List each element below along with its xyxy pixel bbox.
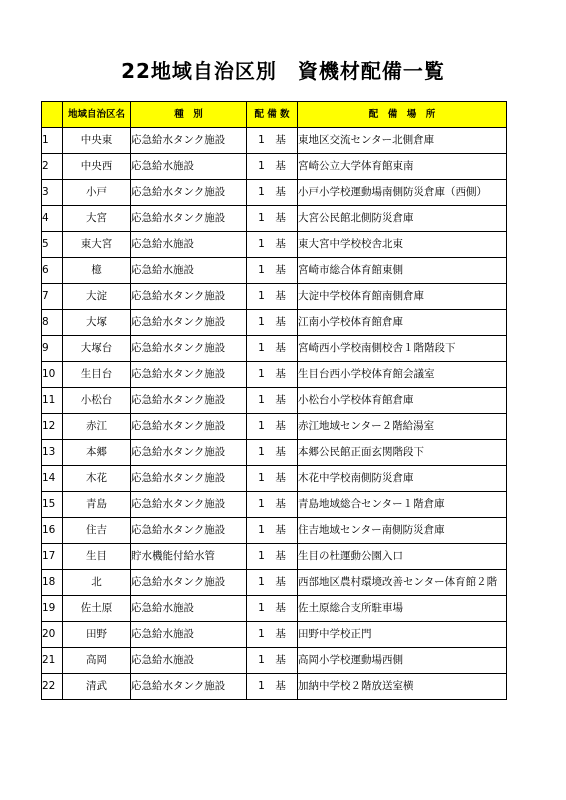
deployment-location: 青島地域総合センター１階倉庫 <box>298 492 507 518</box>
table-row <box>42 336 507 362</box>
equipment-count: 1 基 <box>247 440 298 466</box>
equipment-count: 1 基 <box>247 310 298 336</box>
area-name: 佐土原 <box>63 596 131 622</box>
area-name: 大宮 <box>63 206 131 232</box>
area-name: 中央西 <box>63 154 131 180</box>
table-row <box>42 258 507 284</box>
table-row <box>42 622 507 648</box>
row-number: 6 <box>42 258 63 284</box>
area-name: 東大宮 <box>63 232 131 258</box>
area-name: 生目台 <box>63 362 131 388</box>
row-number: 22 <box>42 674 63 700</box>
area-name: 檍 <box>63 258 131 284</box>
deployment-location: 生目の杜運動公園入口 <box>298 544 507 570</box>
area-name: 大塚 <box>63 310 131 336</box>
row-number: 14 <box>42 466 63 492</box>
table-row <box>42 232 507 258</box>
deployment-location: 宮崎公立大学体育館東南 <box>298 154 507 180</box>
row-number: 15 <box>42 492 63 518</box>
table-row <box>42 414 507 440</box>
equipment-type: 応急給水施設 <box>131 258 247 284</box>
area-name: 生目 <box>63 544 131 570</box>
equipment-type: 応急給水タンク施設 <box>131 440 247 466</box>
table-row <box>42 310 507 336</box>
area-name: 青島 <box>63 492 131 518</box>
table-row <box>42 492 507 518</box>
deployment-location: 加納中学校２階放送室横 <box>298 674 507 700</box>
row-number: 8 <box>42 310 63 336</box>
equipment-count: 1 基 <box>247 362 298 388</box>
deployment-location: 小戸小学校運動場南側防災倉庫（西側） <box>298 180 507 206</box>
row-number: 20 <box>42 622 63 648</box>
area-name: 大塚台 <box>63 336 131 362</box>
area-name: 高岡 <box>63 648 131 674</box>
area-name: 住吉 <box>63 518 131 544</box>
equipment-count: 1 基 <box>247 388 298 414</box>
row-number: 11 <box>42 388 63 414</box>
deployment-location: 宮崎市総合体育館東側 <box>298 258 507 284</box>
deployment-location: 江南小学校体育館倉庫 <box>298 310 507 336</box>
equipment-table <box>41 101 507 700</box>
row-number: 19 <box>42 596 63 622</box>
row-number: 9 <box>42 336 63 362</box>
area-name: 小戸 <box>63 180 131 206</box>
equipment-type: 応急給水タンク施設 <box>131 310 247 336</box>
equipment-type: 応急給水施設 <box>131 622 247 648</box>
deployment-location: 本郷公民館正面玄関階段下 <box>298 440 507 466</box>
table-row <box>42 362 507 388</box>
header-count: 配 備 数 <box>247 102 298 128</box>
equipment-type: 応急給水タンク施設 <box>131 180 247 206</box>
table-header-row <box>42 102 507 128</box>
deployment-location: 住吉地域センター南側防災倉庫 <box>298 518 507 544</box>
table-row <box>42 154 507 180</box>
header-area: 地域自治区名 <box>63 102 131 128</box>
area-name: 清武 <box>63 674 131 700</box>
equipment-type: 応急給水タンク施設 <box>131 128 247 154</box>
row-number: 12 <box>42 414 63 440</box>
row-number: 16 <box>42 518 63 544</box>
equipment-count: 1 基 <box>247 414 298 440</box>
equipment-type: 応急給水施設 <box>131 154 247 180</box>
deployment-location: 宮崎西小学校南側校舎１階階段下 <box>298 336 507 362</box>
row-number: 1 <box>42 128 63 154</box>
table-row <box>42 284 507 310</box>
equipment-type: 応急給水タンク施設 <box>131 284 247 310</box>
deployment-location: 木花中学校南側防災倉庫 <box>298 466 507 492</box>
deployment-location: 大宮公民館北側防災倉庫 <box>298 206 507 232</box>
table-row <box>42 388 507 414</box>
equipment-count: 1 基 <box>247 284 298 310</box>
header-place: 配 備 場 所 <box>298 102 507 128</box>
area-name: 田野 <box>63 622 131 648</box>
row-number: 4 <box>42 206 63 232</box>
table-row <box>42 674 507 700</box>
area-name: 赤江 <box>63 414 131 440</box>
area-name: 中央東 <box>63 128 131 154</box>
row-number: 21 <box>42 648 63 674</box>
row-number: 2 <box>42 154 63 180</box>
equipment-count: 1 基 <box>247 206 298 232</box>
deployment-location: 東大宮中学校校舎北東 <box>298 232 507 258</box>
deployment-location: 東地区交流センター北側倉庫 <box>298 128 507 154</box>
equipment-count: 1 基 <box>247 128 298 154</box>
equipment-count: 1 基 <box>247 518 298 544</box>
header-kind: 種 別 <box>131 102 247 128</box>
deployment-location: 西部地区農村環境改善センター体育館２階 <box>298 570 507 596</box>
area-name: 小松台 <box>63 388 131 414</box>
row-number: 10 <box>42 362 63 388</box>
table-row <box>42 518 507 544</box>
row-number: 7 <box>42 284 63 310</box>
table-row <box>42 570 507 596</box>
area-name: 北 <box>63 570 131 596</box>
equipment-type: 応急給水タンク施設 <box>131 674 247 700</box>
equipment-type: 応急給水タンク施設 <box>131 362 247 388</box>
equipment-type: 応急給水タンク施設 <box>131 414 247 440</box>
equipment-type: 応急給水施設 <box>131 648 247 674</box>
equipment-count: 1 基 <box>247 232 298 258</box>
page-title: 22地域自治区別 資機材配備一覧 <box>121 59 445 83</box>
equipment-type: 応急給水タンク施設 <box>131 336 247 362</box>
deployment-location: 高岡小学校運動場西側 <box>298 648 507 674</box>
area-name: 木花 <box>63 466 131 492</box>
equipment-type: 応急給水タンク施設 <box>131 388 247 414</box>
deployment-location: 生目台西小学校体育館会議室 <box>298 362 507 388</box>
equipment-type: 応急給水タンク施設 <box>131 206 247 232</box>
equipment-type: 応急給水タンク施設 <box>131 466 247 492</box>
equipment-count: 1 基 <box>247 466 298 492</box>
table-row <box>42 596 507 622</box>
equipment-count: 1 基 <box>247 596 298 622</box>
deployment-location: 小松台小学校体育館倉庫 <box>298 388 507 414</box>
equipment-count: 1 基 <box>247 180 298 206</box>
equipment-count: 1 基 <box>247 674 298 700</box>
equipment-count: 1 基 <box>247 336 298 362</box>
deployment-location: 佐土原総合支所駐車場 <box>298 596 507 622</box>
equipment-type: 応急給水タンク施設 <box>131 492 247 518</box>
deployment-location: 大淀中学校体育館南側倉庫 <box>298 284 507 310</box>
row-number: 5 <box>42 232 63 258</box>
table-row <box>42 128 507 154</box>
area-name: 大淀 <box>63 284 131 310</box>
equipment-type: 応急給水施設 <box>131 596 247 622</box>
equipment-count: 1 基 <box>247 492 298 518</box>
equipment-count: 1 基 <box>247 570 298 596</box>
header-no <box>42 102 63 128</box>
row-number: 3 <box>42 180 63 206</box>
row-number: 18 <box>42 570 63 596</box>
table-row <box>42 648 507 674</box>
deployment-location: 赤江地域センター２階給湯室 <box>298 414 507 440</box>
row-number: 13 <box>42 440 63 466</box>
equipment-count: 1 基 <box>247 154 298 180</box>
equipment-count: 1 基 <box>247 648 298 674</box>
equipment-count: 1 基 <box>247 622 298 648</box>
table-row <box>42 440 507 466</box>
area-name: 本郷 <box>63 440 131 466</box>
table-row <box>42 206 507 232</box>
equipment-type: 応急給水施設 <box>131 232 247 258</box>
equipment-count: 1 基 <box>247 258 298 284</box>
equipment-type: 応急給水タンク施設 <box>131 570 247 596</box>
table-row <box>42 180 507 206</box>
table-row <box>42 544 507 570</box>
deployment-location: 田野中学校正門 <box>298 622 507 648</box>
equipment-count: 1 基 <box>247 544 298 570</box>
equipment-type: 貯水機能付給水管 <box>131 544 247 570</box>
equipment-type: 応急給水タンク施設 <box>131 518 247 544</box>
table-row <box>42 466 507 492</box>
row-number: 17 <box>42 544 63 570</box>
